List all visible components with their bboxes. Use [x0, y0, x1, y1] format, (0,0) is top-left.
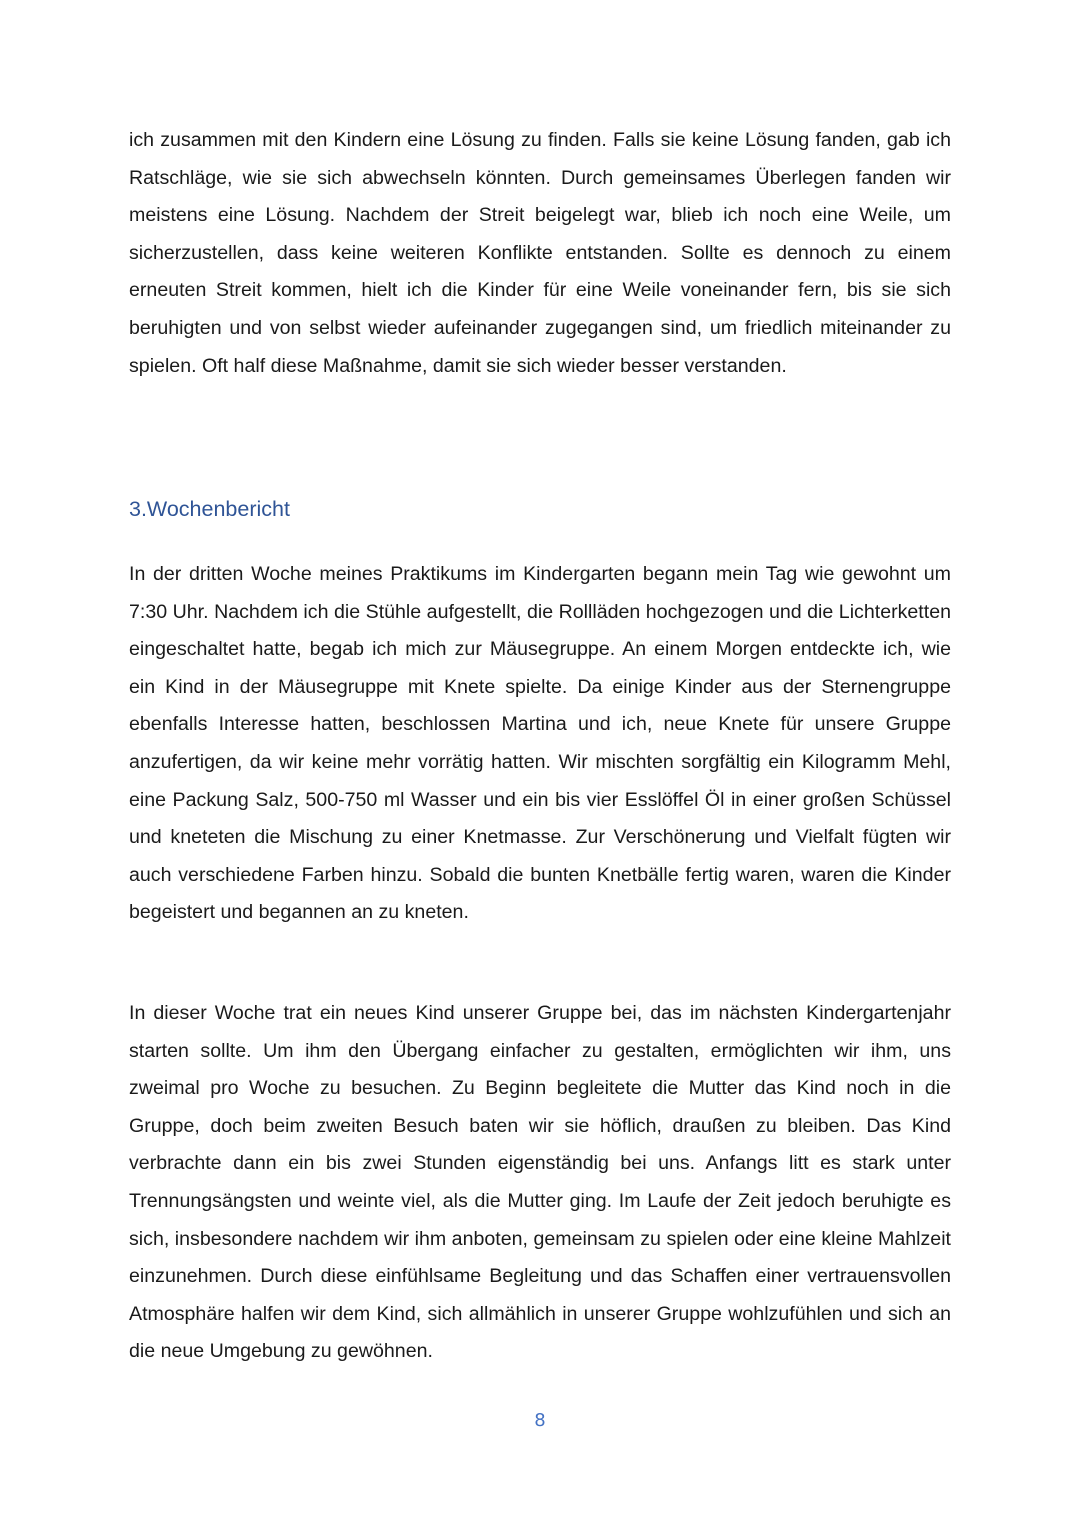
- section-heading: 3.Wochenbericht: [129, 497, 290, 521]
- paragraph-knete: In der dritten Woche meines Praktikums im Kindergarten begann mein Tag wie gewohnt um 7:30 Uhr. Nachdem ich die Stühle aufgestellt, die Rollläden hochgezogen und die Lichterketten eingeschaltet hatte, begab ich mich zur Mäusegruppe. An einem Morgen entdeckte ich, wie ein Kind in der Mäusegruppe mit Knete spielte. Da einige Kinder aus der Sternengruppe ebenfalls Interesse hatten, beschlossen Martina und ich, neue Knete für unsere Gruppe anzufertigen, da wir keine mehr vorrätig hatten. Wir mischten sorgfältig ein Kilogramm Mehl, eine Packung Salz, 500-750 ml Wasser und ein bis vier Esslöffel Öl in einer großen Schüssel und kneteten die Mischung zu einer Knetmasse. Zur Verschönerung und Vielfalt fügten wir auch verschiedene Farben hinzu. Sobald die bunten Knetbälle fertig waren, waren die Kinder begeistert und begannen an zu kneten.: [129, 563, 951, 924]
- page-number: 8: [534, 1410, 546, 1431]
- paragraph-new-child: In dieser Woche trat ein neues Kind unserer Gruppe bei, das im nächsten Kindergartenjahr starten sollte. Um ihm den Übergang einfacher zu gestalten, ermöglichten wir ihm, uns zweimal pro Woche zu besuchen. Zu Beginn begleitete die Mutter das Kind noch in die Gruppe, doch beim zweiten Besuch baten wir sie höflich, draußen zu bleiben. Das Kind verbrachte dann ein bis zwei Stunden eigenständig bei uns. Anfangs litt es stark unter Trennungsängsten und weinte viel, als die Mutter ging. Im Laufe der Zeit jedoch beruhigte es sich, insbesondere nachdem wir ihm anboten, gemeinsam zu spielen oder eine kleine Mahlzeit einzunehmen. Durch diese einfühlsame Begleitung und das Schaffen einer vertrauensvollen Atmosphäre halfen wir dem Kind, sich allmählich in unserer Gruppe wohlzufühlen und sich an die neue Umgebung zu gewöhnen.: [129, 1002, 951, 1363]
- paragraph-continuation: ich zusammen mit den Kindern eine Lösung zu finden. Falls sie keine Lösung fanden, gab ich Ratschläge, wie sie sich abwechseln könnten. Durch gemeinsames Überlegen fanden wir meistens eine Lösung. Nachdem der Streit beigelegt war, blieb ich noch eine Weile, um sicherzustellen, dass keine weiteren Konflikte entstanden. Sollte es dennoch zu einem erneuten Streit kommen, hielt ich die Kinder für eine Weile voneinander fern, bis sie sich beruhigten und von selbst wieder aufeinander zugegangen sind, um friedlich miteinander zu spielen. Oft half diese Maßnahme, damit sie sich wieder besser verstanden.: [129, 129, 951, 377]
